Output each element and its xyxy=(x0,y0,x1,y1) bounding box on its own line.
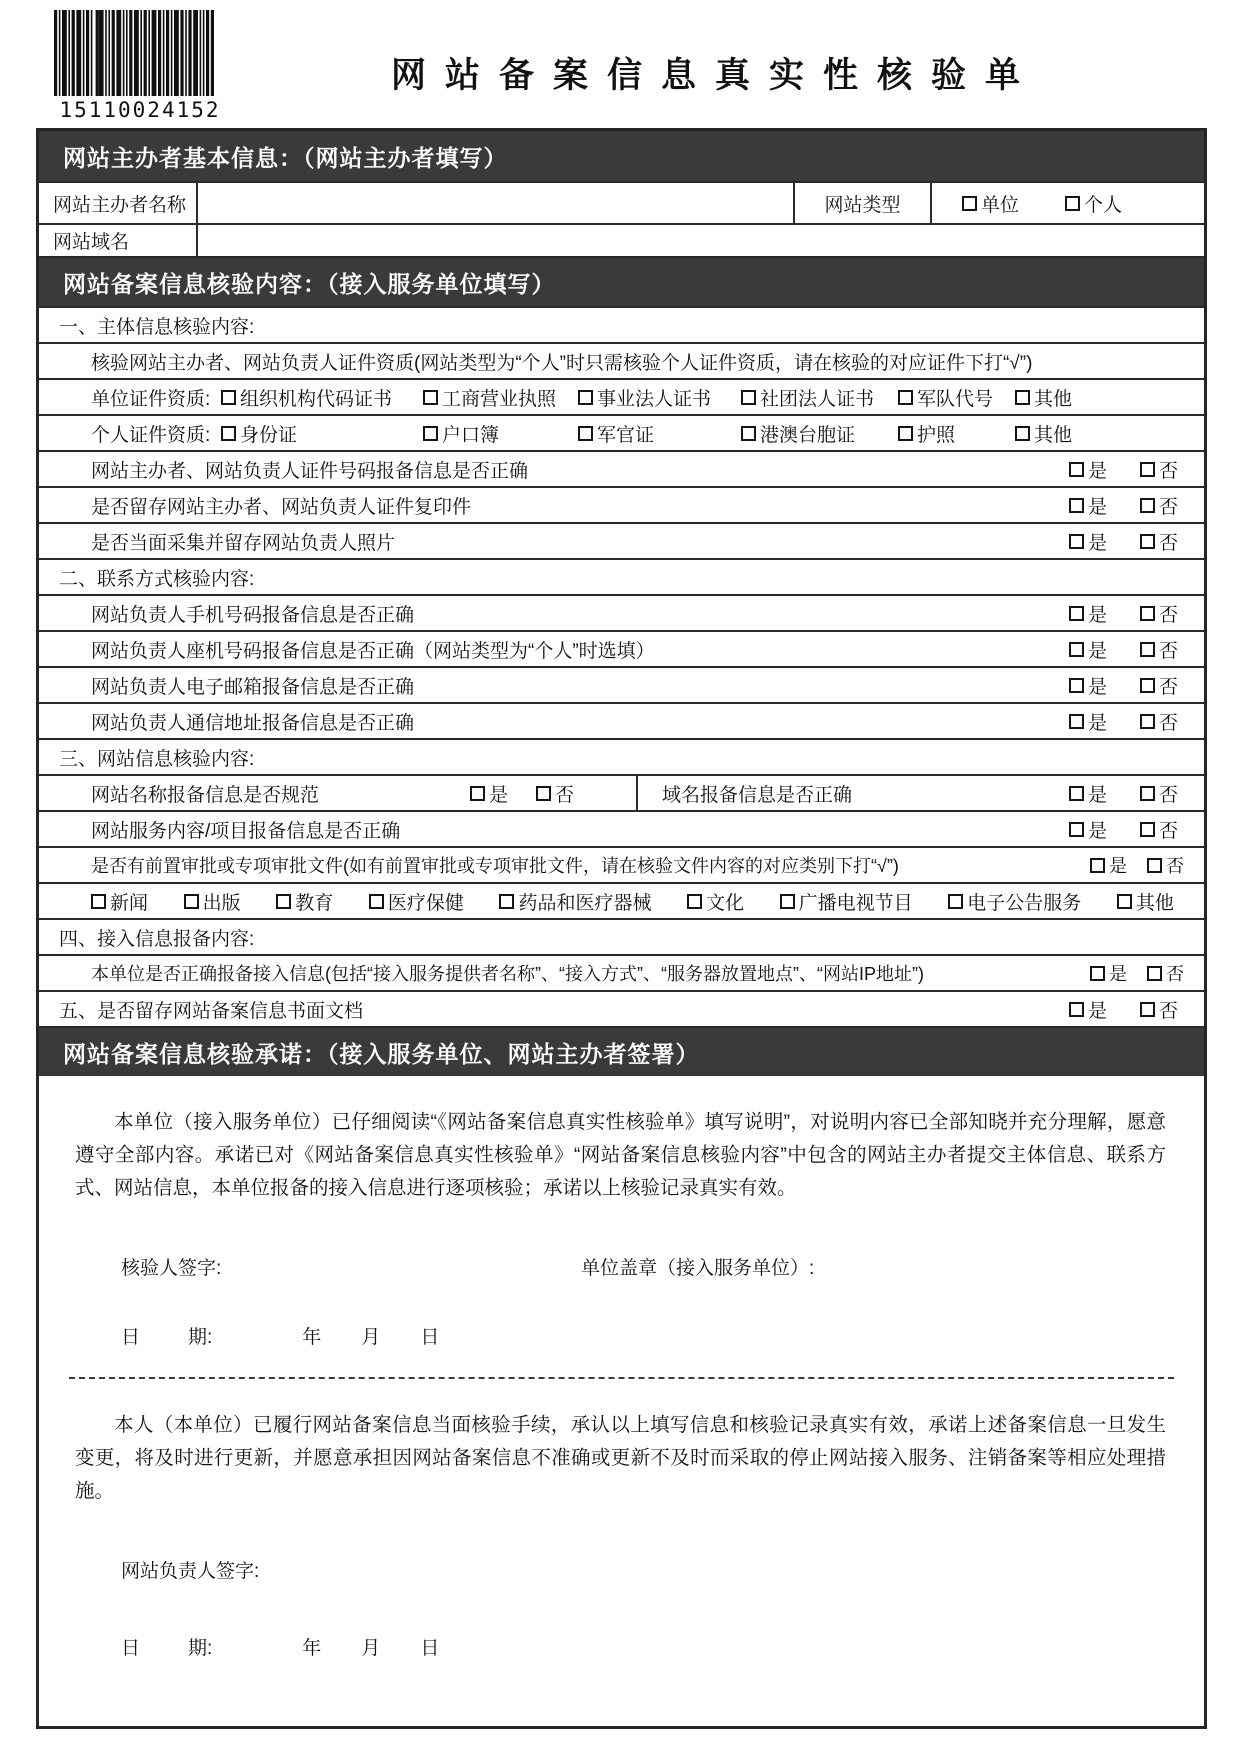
yes-option xyxy=(1069,456,1107,483)
yes-label: 是 xyxy=(1087,676,1107,698)
no-label: 否 xyxy=(1158,820,1178,842)
unit-cert-option xyxy=(1015,384,1204,411)
part3-title: 三、网站信息核验内容: xyxy=(59,748,255,770)
unit-cert-option xyxy=(221,384,423,411)
barcode xyxy=(54,10,226,122)
question-text: 网站服务内容/项目报备信息是否正确 xyxy=(91,820,401,842)
yes-no-group xyxy=(1069,672,1204,699)
option-label: 身份证 xyxy=(240,424,298,446)
option-label: 户口簿 xyxy=(442,424,500,446)
option-label: 军队代号 xyxy=(917,388,994,410)
yes-no-group xyxy=(1069,780,1204,807)
date-label: 期: xyxy=(188,1327,213,1348)
no-label: 否 xyxy=(1158,784,1178,806)
verifier-date-row xyxy=(63,1322,1180,1349)
yes-option xyxy=(1069,636,1107,663)
no-option xyxy=(1140,708,1178,735)
unit-cert-label: 单位证件资质: xyxy=(91,388,211,410)
no-option xyxy=(1140,996,1178,1023)
checkbox-id-card[interactable] xyxy=(221,426,236,441)
option-label: 电子公告服务 xyxy=(967,892,1082,914)
option-label: 教育 xyxy=(295,892,334,914)
checkbox-no[interactable] xyxy=(1140,642,1155,657)
checkbox-news[interactable] xyxy=(91,894,106,909)
verifier-sign-row xyxy=(63,1253,1180,1280)
option-label: 社团法人证书 xyxy=(760,388,875,410)
section-basic-header: 网站主办者基本信息：（网站主办者填写） xyxy=(39,131,1204,181)
yes-label: 是 xyxy=(488,784,508,806)
section-promise-header: 网站备案信息核验承诺：（接入服务单位、网站主办者签署） xyxy=(39,1026,1204,1076)
no-option xyxy=(1140,456,1178,483)
yes-option xyxy=(1090,960,1127,986)
checkbox-no[interactable] xyxy=(1140,678,1155,693)
promise-body xyxy=(39,1106,1204,1660)
checkbox-yes[interactable] xyxy=(1069,714,1084,729)
row-part3-title xyxy=(39,738,1204,774)
approval-category-options xyxy=(39,888,1204,915)
personal-cert-option xyxy=(898,420,1015,447)
checkbox-unit-cert-other[interactable] xyxy=(1015,390,1030,405)
row-personal-cert xyxy=(39,414,1204,450)
yes-no-group xyxy=(1069,816,1204,843)
yes-label: 是 xyxy=(1109,856,1127,876)
personal-cert-option xyxy=(578,420,741,447)
yes-no-group xyxy=(1069,528,1204,555)
checkbox-site-type-personal[interactable] xyxy=(1065,196,1080,211)
checkbox-no[interactable] xyxy=(1140,714,1155,729)
row-part5-written-docs xyxy=(39,990,1204,1026)
checkbox-site-type-unit[interactable] xyxy=(962,196,977,211)
option-label: 药品和医疗器械 xyxy=(518,892,652,914)
yes-label: 是 xyxy=(1087,496,1107,518)
page-title: 网站备案信息真实性核验单 xyxy=(390,56,1039,95)
checkbox-military-officer-cert[interactable] xyxy=(578,426,593,441)
yes-no-group xyxy=(1069,708,1204,735)
responsible-signature-area[interactable] xyxy=(259,1556,479,1580)
part5-title: 五、是否留存网站备案信息书面文档 xyxy=(59,1000,364,1022)
category-option xyxy=(1117,888,1174,915)
row-service-content-correct xyxy=(39,810,1204,846)
checkbox-radio-tv[interactable] xyxy=(780,894,795,909)
date-label: 日 xyxy=(121,1638,141,1659)
yes-option xyxy=(1069,708,1107,735)
no-label: 否 xyxy=(1158,676,1178,698)
yes-no-group xyxy=(1082,852,1204,878)
category-option xyxy=(276,888,333,915)
promise-paragraph-1: 本单位（接入服务单位）已仔细阅读“《网站备案信息真实性核验单》填写说明”，对说明内容已全部知晓并充分理解，愿意遵守全部内容。承诺已对《网站备案信息真实性核验单》“网站备案信息核验内容”中包含的网站主办者提交主体信息、联系方式、网站信息，本单位报备的接入信息进行逐项核验；承诺以上核验记录真实有效。 xyxy=(75,1111,1166,1199)
no-option xyxy=(1140,492,1178,519)
unit-seal-area[interactable] xyxy=(814,1253,1034,1277)
question-text: 域名报备信息是否正确 xyxy=(662,784,853,806)
checkbox-no[interactable] xyxy=(1140,534,1155,549)
option-label: 新闻 xyxy=(110,892,149,914)
no-option xyxy=(1140,816,1178,843)
year-label: 年 xyxy=(302,1638,322,1659)
yes-option xyxy=(1090,852,1127,878)
no-label: 否 xyxy=(1158,532,1178,554)
row-email-correct xyxy=(39,666,1204,702)
row-domain xyxy=(39,223,1204,256)
category-option xyxy=(184,888,241,915)
option-label: 广播电视节目 xyxy=(798,892,913,914)
domain-correct-cell xyxy=(636,776,1204,810)
row-cert-note xyxy=(39,342,1204,378)
organizer-name-label: 网站主办者名称 xyxy=(53,194,187,216)
domain-field[interactable] xyxy=(196,225,1204,256)
promise-paragraph-2: 本人（本单位）已履行网站备案信息当面核验手续，承认以上填写信息和核验记录真实有效，承诺上述备案信息一旦发生变更，将及时进行更新，并愿意承担因网站备案信息不准确或更新不及时而采取的停止网站接入服务、注销备案等相应处理措施。 xyxy=(75,1414,1166,1502)
checkbox-no[interactable] xyxy=(1140,786,1155,801)
no-option xyxy=(1147,960,1184,986)
unit-seal-label: 单位盖章（接入服务单位）: xyxy=(581,1258,815,1279)
responsible-date-row xyxy=(63,1633,1180,1660)
yes-no-group xyxy=(1069,996,1204,1023)
yes-label: 是 xyxy=(1109,964,1127,984)
year-label: 年 xyxy=(302,1327,322,1348)
yes-no-group xyxy=(1082,960,1204,986)
yes-label: 是 xyxy=(1087,784,1107,806)
option-label: 护照 xyxy=(917,424,956,446)
checkbox-healthcare[interactable] xyxy=(369,894,384,909)
checkbox-pharma-medical-devices[interactable] xyxy=(499,894,514,909)
yes-no-group xyxy=(470,780,636,807)
row-unit-cert xyxy=(39,378,1204,414)
no-label: 否 xyxy=(1158,460,1178,482)
personal-cert-label: 个人证件资质: xyxy=(91,424,211,446)
site-type-personal-label: 个人 xyxy=(1084,194,1123,216)
yes-option xyxy=(1069,780,1107,807)
checkbox-yes[interactable] xyxy=(1069,606,1084,621)
no-label: 否 xyxy=(1158,1000,1178,1022)
checkbox-household-register[interactable] xyxy=(423,426,438,441)
checkbox-military-code[interactable] xyxy=(898,390,913,405)
question-text: 网站负责人电子邮箱报备信息是否正确 xyxy=(91,676,415,698)
site-type-unit-label: 单位 xyxy=(981,194,1020,216)
yes-label: 是 xyxy=(1087,532,1107,554)
no-label: 否 xyxy=(1166,964,1184,984)
cert-note-text: 核验网站主办者、网站负责人证件资质(网站类型为“个人”时只需核验个人证件资质，请在核验的对应证件下打“√”) xyxy=(91,352,1033,374)
site-type-unit-option xyxy=(962,190,1019,217)
yes-no-group xyxy=(1069,600,1204,627)
option-label: 其他 xyxy=(1034,388,1073,410)
checkbox-category-other[interactable] xyxy=(1117,894,1132,909)
row-organizer-name xyxy=(39,181,1204,223)
checkbox-publishing[interactable] xyxy=(184,894,199,909)
category-option xyxy=(499,888,651,915)
option-label: 其他 xyxy=(1135,892,1174,914)
category-option xyxy=(91,888,148,915)
unit-cert-option xyxy=(423,384,578,411)
no-label: 否 xyxy=(554,784,574,806)
question-text: 是否当面采集并留存网站负责人照片 xyxy=(91,532,396,554)
month-label: 月 xyxy=(361,1327,381,1348)
organizer-name-field[interactable] xyxy=(196,183,793,223)
unit-cert-option xyxy=(741,384,898,411)
yes-option xyxy=(1069,816,1107,843)
row-part4-title xyxy=(39,918,1204,954)
option-label: 文化 xyxy=(706,892,745,914)
day-label: 日 xyxy=(420,1638,440,1659)
part2-title: 二、联系方式核验内容: xyxy=(59,568,255,590)
unit-cert-option xyxy=(578,384,741,411)
checkbox-passport[interactable] xyxy=(898,426,913,441)
checkbox-no[interactable] xyxy=(1140,498,1155,513)
personal-cert-option xyxy=(423,420,578,447)
checkbox-yes[interactable] xyxy=(1069,786,1084,801)
checkbox-personal-cert-other[interactable] xyxy=(1015,426,1030,441)
responsible-sign-row xyxy=(63,1556,1180,1583)
yes-option xyxy=(1069,528,1107,555)
row-access-info-correct xyxy=(39,954,1204,990)
checkbox-yes[interactable] xyxy=(1069,678,1084,693)
checkbox-yes[interactable] xyxy=(1090,858,1105,873)
option-label: 事业法人证书 xyxy=(597,388,712,410)
checkbox-yes[interactable] xyxy=(470,786,485,801)
option-label: 其他 xyxy=(1034,424,1073,446)
form-table xyxy=(36,128,1207,1729)
category-option xyxy=(687,888,744,915)
site-type-options xyxy=(930,183,1204,223)
question-text: 本单位是否正确报备接入信息(包括“接入服务提供者名称”、“接入方式”、“服务器放置地点”、“网站IP地址”) xyxy=(91,964,924,984)
checkbox-yes[interactable] xyxy=(1090,966,1105,981)
checkbox-no[interactable] xyxy=(1140,606,1155,621)
no-label: 否 xyxy=(1158,712,1178,734)
question-text: 是否留存网站主办者、网站负责人证件复印件 xyxy=(91,496,472,518)
category-option xyxy=(780,888,913,915)
row-cert-number-correct xyxy=(39,450,1204,486)
no-label: 否 xyxy=(1158,496,1178,518)
yes-no-group xyxy=(1069,456,1204,483)
checkbox-no[interactable] xyxy=(1147,858,1162,873)
no-option xyxy=(1140,636,1178,663)
domain-label: 网站域名 xyxy=(53,232,130,253)
yes-option xyxy=(1069,600,1107,627)
personal-cert-option xyxy=(741,420,898,447)
row-cert-copies-kept xyxy=(39,486,1204,522)
row-mobile-correct xyxy=(39,594,1204,630)
unit-cert-option xyxy=(898,384,1015,411)
personal-cert-option xyxy=(1015,420,1204,447)
option-label: 出版 xyxy=(202,892,241,914)
checkbox-yes[interactable] xyxy=(1069,1002,1084,1017)
checkbox-yes[interactable] xyxy=(1069,498,1084,513)
checkbox-no[interactable] xyxy=(1147,966,1162,981)
row-preapproval xyxy=(39,846,1204,882)
checkbox-no[interactable] xyxy=(1140,822,1155,837)
no-label: 否 xyxy=(1158,604,1178,626)
option-label: 工商营业执照 xyxy=(442,388,557,410)
no-label: 否 xyxy=(1166,856,1184,876)
site-type-personal-option xyxy=(1065,190,1122,217)
yes-label: 是 xyxy=(1087,460,1107,482)
category-option xyxy=(948,888,1081,915)
no-option xyxy=(1140,528,1178,555)
option-label: 组织机构代码证书 xyxy=(240,388,393,410)
question-text: 是否有前置审批或专项审批文件(如有前置审批或专项审批文件，请在核验文件内容的对应类别下打“√”) xyxy=(91,856,899,876)
personal-cert-grid xyxy=(39,420,1204,447)
checkbox-org-code-cert[interactable] xyxy=(221,390,236,405)
row-part1-title xyxy=(39,306,1204,342)
option-label: 医疗保健 xyxy=(387,892,464,914)
no-option xyxy=(536,780,574,807)
personal-cert-option xyxy=(221,420,423,447)
row-site-name-and-domain xyxy=(39,774,1204,810)
section-verify-header: 网站备案信息核验内容：（接入服务单位填写） xyxy=(39,256,1204,306)
yes-option xyxy=(1069,492,1107,519)
checkbox-hk-macau-taiwan-cert[interactable] xyxy=(741,426,756,441)
site-type-label: 网站类型 xyxy=(793,183,930,223)
row-postal-correct xyxy=(39,702,1204,738)
checkbox-yes[interactable] xyxy=(1069,534,1084,549)
part1-title: 一、主体信息核验内容: xyxy=(59,316,255,338)
yes-label: 是 xyxy=(1087,604,1107,626)
no-label: 否 xyxy=(1158,640,1178,662)
option-label: 港澳台胞证 xyxy=(760,424,856,446)
verifier-sign-label: 核验人签字: xyxy=(121,1258,222,1279)
no-option xyxy=(1140,780,1178,807)
yes-no-group xyxy=(1069,636,1204,663)
page-header xyxy=(0,0,1240,122)
checkbox-yes[interactable] xyxy=(1069,462,1084,477)
checkbox-social-org-legal-cert[interactable] xyxy=(741,390,756,405)
yes-label: 是 xyxy=(1087,712,1107,734)
option-label: 军官证 xyxy=(597,424,655,446)
no-option xyxy=(1147,852,1184,878)
yes-label: 是 xyxy=(1087,640,1107,662)
date-label: 日 xyxy=(121,1327,141,1348)
row-approval-categories xyxy=(39,882,1204,918)
checkbox-culture[interactable] xyxy=(687,894,702,909)
checkbox-yes[interactable] xyxy=(1069,642,1084,657)
checkbox-e-bulletin[interactable] xyxy=(948,894,963,909)
yes-no-group xyxy=(1069,492,1204,519)
day-label: 日 xyxy=(420,1327,440,1348)
row-part2-title xyxy=(39,558,1204,594)
question-text: 网站负责人通信地址报备信息是否正确 xyxy=(91,712,415,734)
row-photo-collected xyxy=(39,522,1204,558)
question-text: 网站主办者、网站负责人证件号码报备信息是否正确 xyxy=(91,460,529,482)
checkbox-institution-legal-cert[interactable] xyxy=(578,390,593,405)
date-label: 期: xyxy=(188,1638,213,1659)
part4-title: 四、接入信息报备内容: xyxy=(59,928,255,950)
question-text: 网站负责人座机号码报备信息是否正确（网站类型为“个人”时选填） xyxy=(91,640,655,662)
yes-option xyxy=(470,780,508,807)
no-option xyxy=(1140,672,1178,699)
category-option xyxy=(369,888,464,915)
checkbox-no[interactable] xyxy=(1140,1002,1155,1017)
checkbox-business-license[interactable] xyxy=(423,390,438,405)
yes-label: 是 xyxy=(1087,1000,1107,1022)
yes-label: 是 xyxy=(1087,820,1107,842)
yes-option xyxy=(1069,996,1107,1023)
responsible-sign-label: 网站负责人签字: xyxy=(121,1561,260,1582)
unit-cert-grid xyxy=(39,384,1204,411)
question-text: 网站负责人手机号码报备信息是否正确 xyxy=(91,604,415,626)
site-name-cell xyxy=(39,776,636,810)
question-text: 网站名称报备信息是否规范 xyxy=(91,784,320,806)
checkbox-no[interactable] xyxy=(536,786,551,801)
row-landline-correct xyxy=(39,630,1204,666)
checkbox-education[interactable] xyxy=(276,894,291,909)
dashed-divider xyxy=(69,1377,1174,1379)
yes-option xyxy=(1069,672,1107,699)
no-option xyxy=(1140,600,1178,627)
month-label: 月 xyxy=(361,1638,381,1659)
checkbox-yes[interactable] xyxy=(1069,822,1084,837)
barcode-number: 15110024152 xyxy=(59,98,221,122)
checkbox-no[interactable] xyxy=(1140,462,1155,477)
barcode-image xyxy=(54,10,214,96)
